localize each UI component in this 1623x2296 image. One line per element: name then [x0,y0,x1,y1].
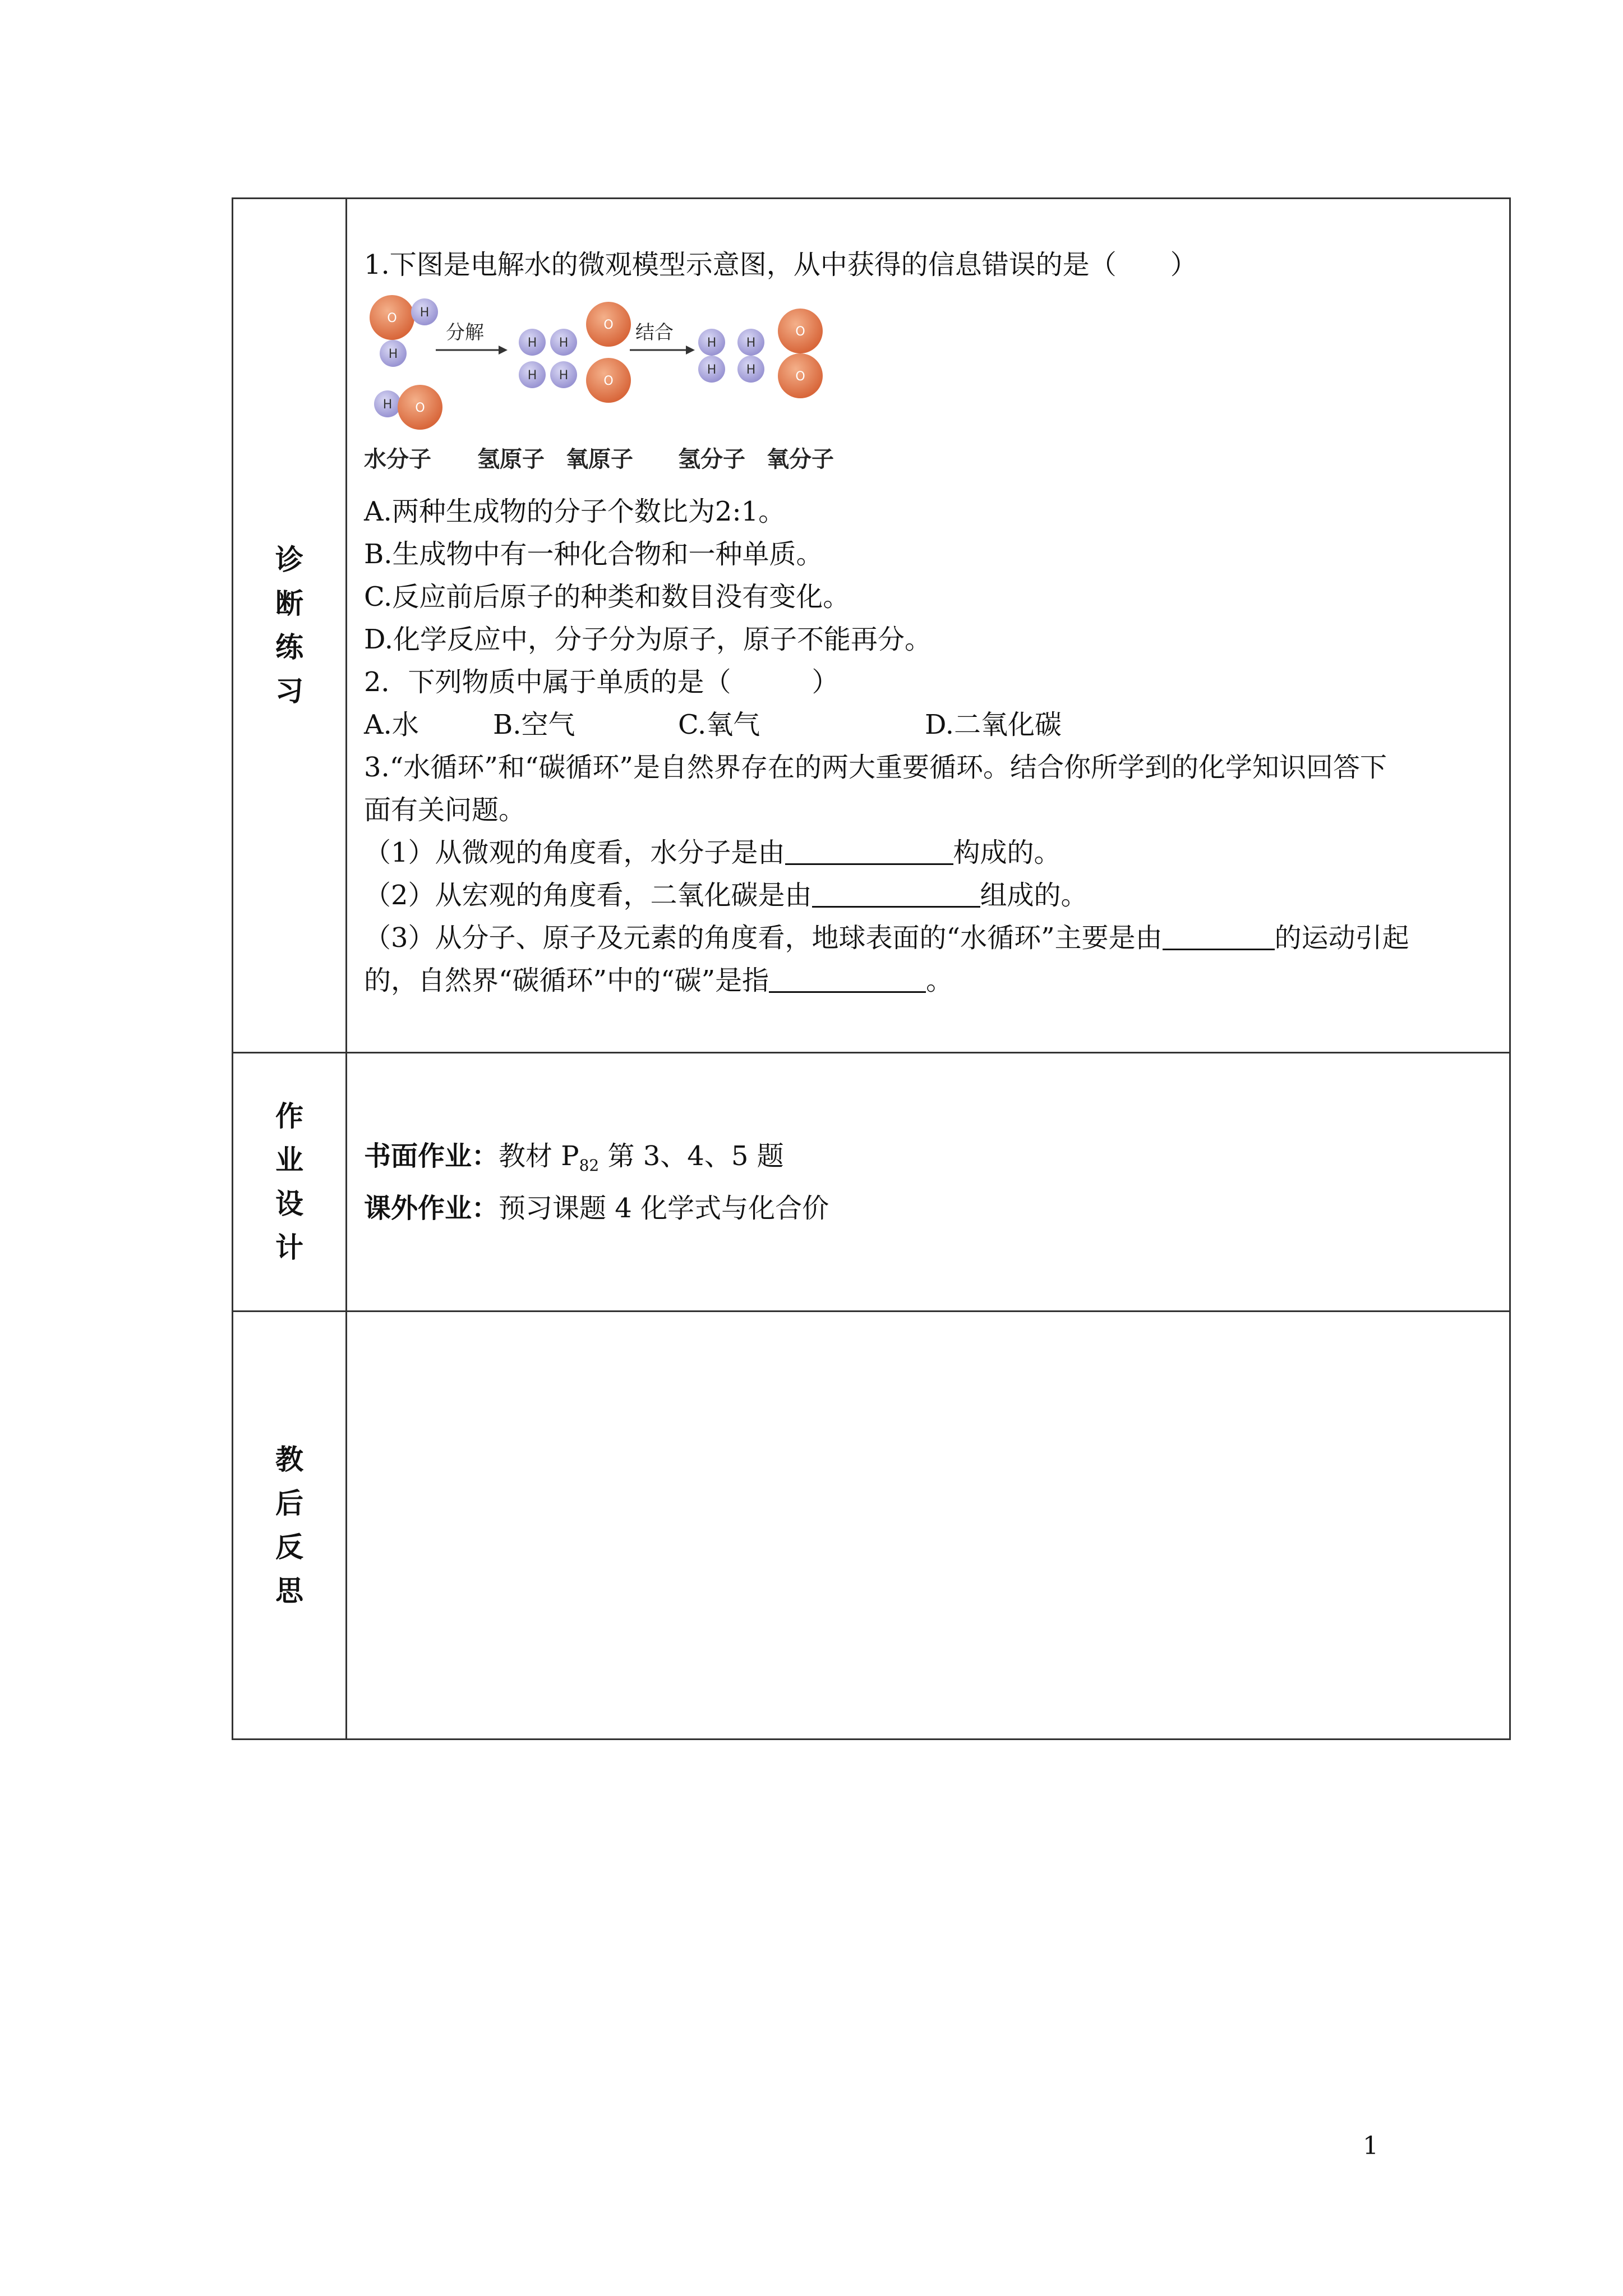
atom-h-label: H [707,336,717,350]
atom-h-label: H [527,336,537,350]
reflection-content[interactable] [347,1312,1510,1740]
q2-options [364,703,1492,746]
atom-o-label: O [603,374,614,388]
question-3-line2: 面有关问题。 [364,794,526,826]
atom-h-label: H [559,369,569,383]
question-3-part2: （2）从宏观的角度看，二氧化碳是由 组成的。 [364,874,1492,917]
homework-content [347,1053,1510,1312]
atom-o-label: O [387,311,397,325]
atom-h-label: H [419,306,430,320]
homework-row [233,1053,1510,1312]
page-number: 1 [1363,2132,1378,2160]
written-homework: 书面作业：教材 $P_{82}$ 第 3、4、5 题 [364,1140,784,1175]
diagnosis-label-cell [233,199,347,1053]
atom-h-label: H [559,336,569,350]
atom-o-label: O [415,401,425,415]
caption-oxygen-molecule: 氧分子 [767,447,834,472]
atom-h-label: H [527,369,537,383]
reflection-label: 教 后 反 思 [275,1443,303,1607]
question-2: 2．下列物质中属于单质的是（ ） [364,666,839,698]
atom-h-label: H [746,363,756,377]
arrow-combine-label: 结合 [635,321,674,344]
question-3-part3-cont: 的，自然界“碳循环”中的“碳”是指 。 [364,959,1492,1002]
q2-option-d: D.二氧化碳 [925,709,1062,740]
atom-o-label: O [795,370,805,384]
lesson-table [232,197,1511,1740]
arrow-decompose-label: 分解 [446,321,484,344]
answer-blank[interactable] [785,835,953,865]
diagnosis-label: 诊 断 练 习 [275,544,303,707]
caption-hydrogen-molecule: 氢分子 [678,447,745,472]
caption-oxygen-atom: 氧原子 [566,447,633,472]
extra-homework: 课外作业：预习课题 4 化学式与化合价 [364,1192,829,1224]
question-3-line1: 3.“水循环”和“碳循环”是自然界存在的两大重要循环。结合你所学到的化学知识回答下 [364,752,1387,783]
homework-label: 作 业 设 计 [275,1100,303,1264]
electrolysis-diagram [364,294,846,479]
reflection-row [233,1312,1510,1740]
q1-option-c: C.反应前后原子的种类和数目没有变化。 [364,581,850,613]
question-3-part1: （1）从微观的角度看，水分子是由 构成的。 [364,831,1492,874]
atom-h-label: H [388,347,398,361]
answer-blank[interactable] [1163,921,1275,950]
diagnosis-content [347,199,1510,1053]
homework-label-cell [233,1053,347,1312]
atom-h-label: H [382,398,393,412]
caption-water-molecule: 水分子 [364,447,431,472]
question-1: 1.下图是电解水的微观模型示意图，从中获得的信息错误的是（ ） [364,249,1197,280]
diagnosis-row [233,199,1510,1053]
q2-option-c: C.氧气 [678,709,760,740]
answer-blank[interactable] [812,878,980,908]
atom-o-label: O [603,318,614,332]
question-3-part3: （3）从分子、原子及元素的角度看，地球表面的“水循环”主要是由 的运动引起 [364,917,1492,959]
q2-option-a: A.水 [364,709,419,740]
atom-o-label: O [795,325,805,339]
q1-option-b: B.生成物中有一种化合物和一种单质。 [364,539,823,570]
answer-blank[interactable] [769,963,926,993]
caption-hydrogen-atom: 氢原子 [477,447,545,472]
q2-option-b: B.空气 [493,709,575,740]
atom-h-label: H [746,336,756,350]
q1-option-a: A.两种生成物的分子个数比为2:1。 [364,496,786,527]
q1-option-d: D.化学反应中，分子分为原子，原子不能再分。 [364,624,932,655]
reflection-label-cell [233,1312,347,1740]
atom-h-label: H [707,363,717,377]
